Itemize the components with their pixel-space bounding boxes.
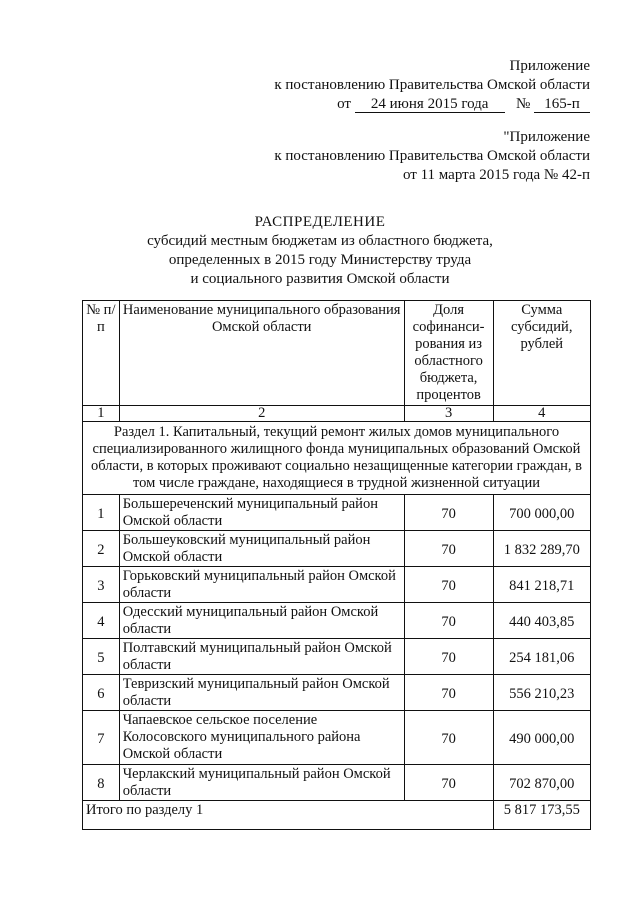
original-header-title: "Приложение — [503, 129, 590, 145]
col-index: 4 — [493, 406, 591, 422]
table-row — [83, 495, 591, 531]
title-heading: РАСПРЕДЕЛЕНИЕ — [254, 214, 386, 230]
row-share: 70 — [404, 765, 493, 801]
title-line-3: и социального развития Омской области — [190, 271, 450, 287]
number-label: № — [515, 96, 531, 112]
row-num: 1 — [83, 495, 120, 531]
original-header-date: от 11 марта 2015 года № 42-п — [402, 167, 590, 183]
row-name: Большеуковский муниципальный район Омской области — [119, 531, 404, 567]
column-index-row — [83, 406, 591, 422]
row-sum: 440 403,85 — [493, 603, 591, 639]
table-row — [83, 639, 591, 675]
resolution-date: 24 июня 2015 года — [355, 96, 505, 113]
amendment-header-title: Приложение — [509, 58, 590, 74]
row-name: Полтавский муниципальный район Омской области — [119, 639, 404, 675]
resolution-number: 165-п — [534, 96, 590, 113]
table-row — [83, 675, 591, 711]
row-share: 70 — [404, 639, 493, 675]
total-sum: 5 817 173,55 — [493, 801, 591, 830]
row-name: Черлакский муниципальный район Омской области — [119, 765, 404, 801]
row-sum: 556 210,23 — [493, 675, 591, 711]
row-name: Одесский муниципальный район Омской области — [119, 603, 404, 639]
row-num: 2 — [83, 531, 120, 567]
amendment-header-resolution: к постановлению Правительства Омской области — [274, 77, 590, 93]
table-header-row — [83, 301, 591, 406]
col-index: 1 — [83, 406, 120, 422]
table-row — [83, 603, 591, 639]
header-sum: Сумма субсидий, рублей — [493, 301, 591, 406]
table-row — [83, 531, 591, 567]
row-name: Тевризский муниципальный район Омской области — [119, 675, 404, 711]
header-share: Доля софинанси-рования из областного бюджета, процентов — [404, 301, 493, 406]
row-num: 4 — [83, 603, 120, 639]
row-sum: 841 218,71 — [493, 567, 591, 603]
row-num: 5 — [83, 639, 120, 675]
row-share: 70 — [404, 531, 493, 567]
title-line-1: субсидий местным бюджетам из областного бюджета, — [147, 233, 493, 249]
row-share: 70 — [404, 495, 493, 531]
row-num: 7 — [83, 711, 120, 765]
row-num: 3 — [83, 567, 120, 603]
row-sum: 1 832 289,70 — [493, 531, 591, 567]
header-num: № п/п — [83, 301, 120, 406]
subsidy-table — [82, 300, 591, 830]
row-name: Большереченский муниципальный район Омской области — [119, 495, 404, 531]
amendment-header-date-line — [274, 95, 590, 114]
title-line-2: определенных в 2015 году Министерству труда — [168, 252, 472, 268]
col-index: 3 — [404, 406, 493, 422]
row-num: 8 — [83, 765, 120, 801]
row-share: 70 — [404, 603, 493, 639]
section-title: Раздел 1. Капитальный, текущий ремонт жилых домов муниципального специализированного жилищного фонда муниципальных образований Омской области, в которых проживают социально незащищенные категории граждан, в том числе граждане, находящиеся в трудной жизненной ситуации — [83, 422, 591, 495]
row-sum: 702 870,00 — [493, 765, 591, 801]
row-sum: 700 000,00 — [493, 495, 591, 531]
row-name: Горьковский муниципальный район Омской области — [119, 567, 404, 603]
table-row — [83, 567, 591, 603]
row-name: Чапаевское сельское поселение Колосовского муниципального района Омской области — [119, 711, 404, 765]
row-sum: 254 181,06 — [493, 639, 591, 675]
row-num: 6 — [83, 675, 120, 711]
from-label: от — [337, 96, 351, 112]
header-name: Наименование муниципального образования Омской области — [119, 301, 404, 406]
section-row — [83, 422, 591, 495]
original-header — [274, 128, 590, 185]
row-share: 70 — [404, 711, 493, 765]
total-row — [83, 801, 591, 830]
row-share: 70 — [404, 567, 493, 603]
original-header-resolution: к постановлению Правительства Омской области — [274, 148, 590, 164]
row-sum: 490 000,00 — [493, 711, 591, 765]
row-share: 70 — [404, 675, 493, 711]
document-title — [0, 213, 640, 289]
total-label: Итого по разделу 1 — [83, 801, 494, 830]
amendment-header — [274, 57, 590, 114]
table-row — [83, 711, 591, 765]
table-row — [83, 765, 591, 801]
col-index: 2 — [119, 406, 404, 422]
